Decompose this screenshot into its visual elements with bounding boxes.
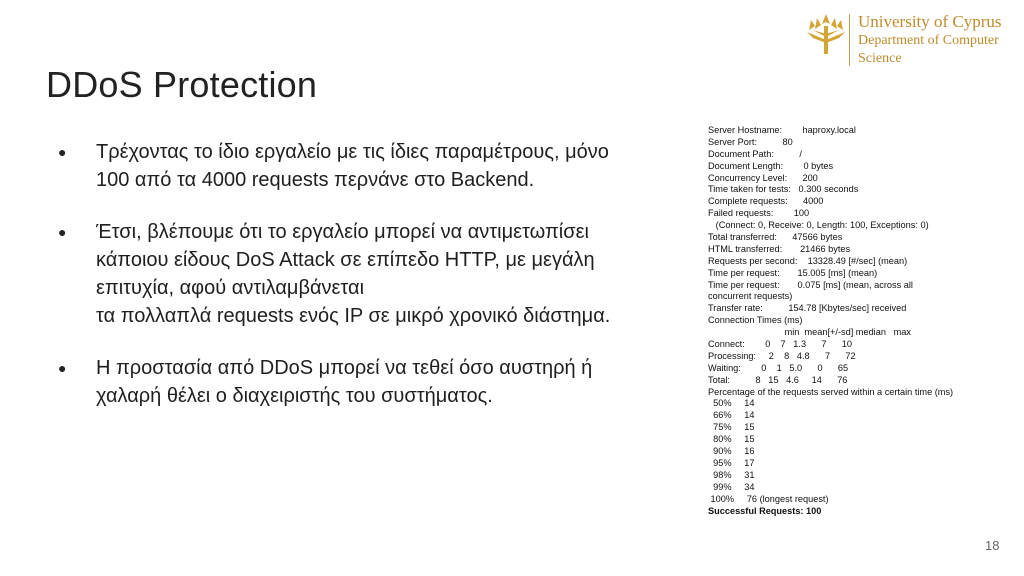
bullet-item — [58, 354, 698, 410]
bullet-dot-icon: ● — [58, 224, 67, 240]
bullet-line: 100 από τα 4000 requests περνάνε στο Backend. — [96, 169, 535, 191]
bullet-line: Έτσι, βλέπουμε ότι το εργαλείο μπορεί να αντιμετωπίσει — [96, 221, 589, 243]
output-line: 50% 14 — [708, 398, 755, 409]
output-line: Document Path: / — [708, 148, 802, 159]
output-line: Requests per second: 13328.49 [#/sec] (mean) — [708, 255, 908, 266]
output-line: 98% 31 — [708, 469, 755, 480]
logo-divider — [849, 14, 850, 66]
output-line: 66% 14 — [708, 410, 755, 421]
output-line: concurrent requests) — [708, 291, 793, 302]
output-line: Time per request: 0.075 [ms] (mean, across all — [708, 279, 913, 290]
output-line: Document Length: 0 bytes — [708, 160, 834, 171]
output-line: Server Hostname: haproxy.local — [708, 125, 856, 135]
output-line: Time taken for tests: 0.300 seconds — [708, 184, 859, 195]
output-line: Time per request: 15.005 [ms] (mean) — [708, 267, 878, 278]
bullet-item — [58, 138, 698, 194]
bullet-list — [58, 138, 698, 434]
slide-title: DDoS Protection — [46, 64, 318, 105]
logo-line-3: Science — [858, 51, 902, 66]
output-line: Total transferred: 47566 bytes — [708, 232, 843, 243]
logo-text — [858, 12, 1002, 68]
output-line: Connect: 0 7 1.3 7 10 — [708, 339, 853, 350]
output-line: (Connect: 0, Receive: 0, Length: 100, Exceptions: 0) — [708, 220, 929, 231]
bullet-line: επιτυχία, αφού αντιλαμβάνεται — [96, 277, 365, 299]
output-line: 80% 15 — [708, 434, 755, 445]
output-summary: Successful Requests: 100 — [708, 505, 822, 516]
output-line: Waiting: 0 1 5.0 0 65 — [708, 362, 849, 373]
bullet-line: χαλαρή θέλει ο διαχειριστής του συστήματος. — [96, 385, 493, 407]
output-line: Percentage of the requests served within a certain time (ms) — [708, 386, 954, 397]
output-line: 75% 15 — [708, 422, 755, 433]
output-line: HTML transferred: 21466 bytes — [708, 243, 851, 254]
bullet-line: τα πολλαπλά requests ενός IP σε μικρό χρονικό διάστημα. — [96, 305, 611, 327]
bullet-dot-icon: ● — [58, 144, 67, 160]
benchmark-output — [708, 125, 1008, 517]
logo-line-2: Department of Computer — [858, 33, 999, 48]
output-line: Server Port: 80 — [708, 136, 793, 147]
bullet-line: Η προστασία από DDoS μπορεί να τεθεί όσο αυστηρή ή — [96, 357, 593, 379]
output-line: Complete requests: 4000 — [708, 196, 824, 207]
bullet-line: Τρέχοντας το ίδιο εργαλείο με τις ίδιες παραμέτρους, μόνο — [96, 141, 609, 163]
output-line: Total: 8 15 4.6 14 76 — [708, 374, 848, 385]
output-line: 95% 17 — [708, 457, 755, 468]
output-line: 99% 34 — [708, 481, 755, 492]
output-line: 100% 76 (longest request) — [708, 493, 829, 504]
output-line: Connection Times (ms) — [708, 315, 803, 326]
bullet-item — [58, 218, 698, 330]
output-line: Processing: 2 8 4.8 7 72 — [708, 350, 856, 361]
output-line: Concurrency Level: 200 — [708, 172, 818, 183]
logo-line-1: University of Cyprus — [858, 12, 1002, 31]
bullet-line: κάποιου είδους DoS Attack σε επίπεδο HTTP, με μεγάλη — [96, 249, 595, 271]
university-logo-icon — [803, 9, 849, 57]
output-line: min mean[+/-sd] median max — [708, 327, 911, 338]
output-line: Transfer rate: 154.78 [Kbytes/sec] received — [708, 303, 907, 314]
page-number: 18 — [985, 538, 1000, 553]
output-line: Failed requests: 100 — [708, 208, 810, 219]
bullet-dot-icon: ● — [58, 360, 67, 376]
output-line: 90% 16 — [708, 446, 755, 457]
